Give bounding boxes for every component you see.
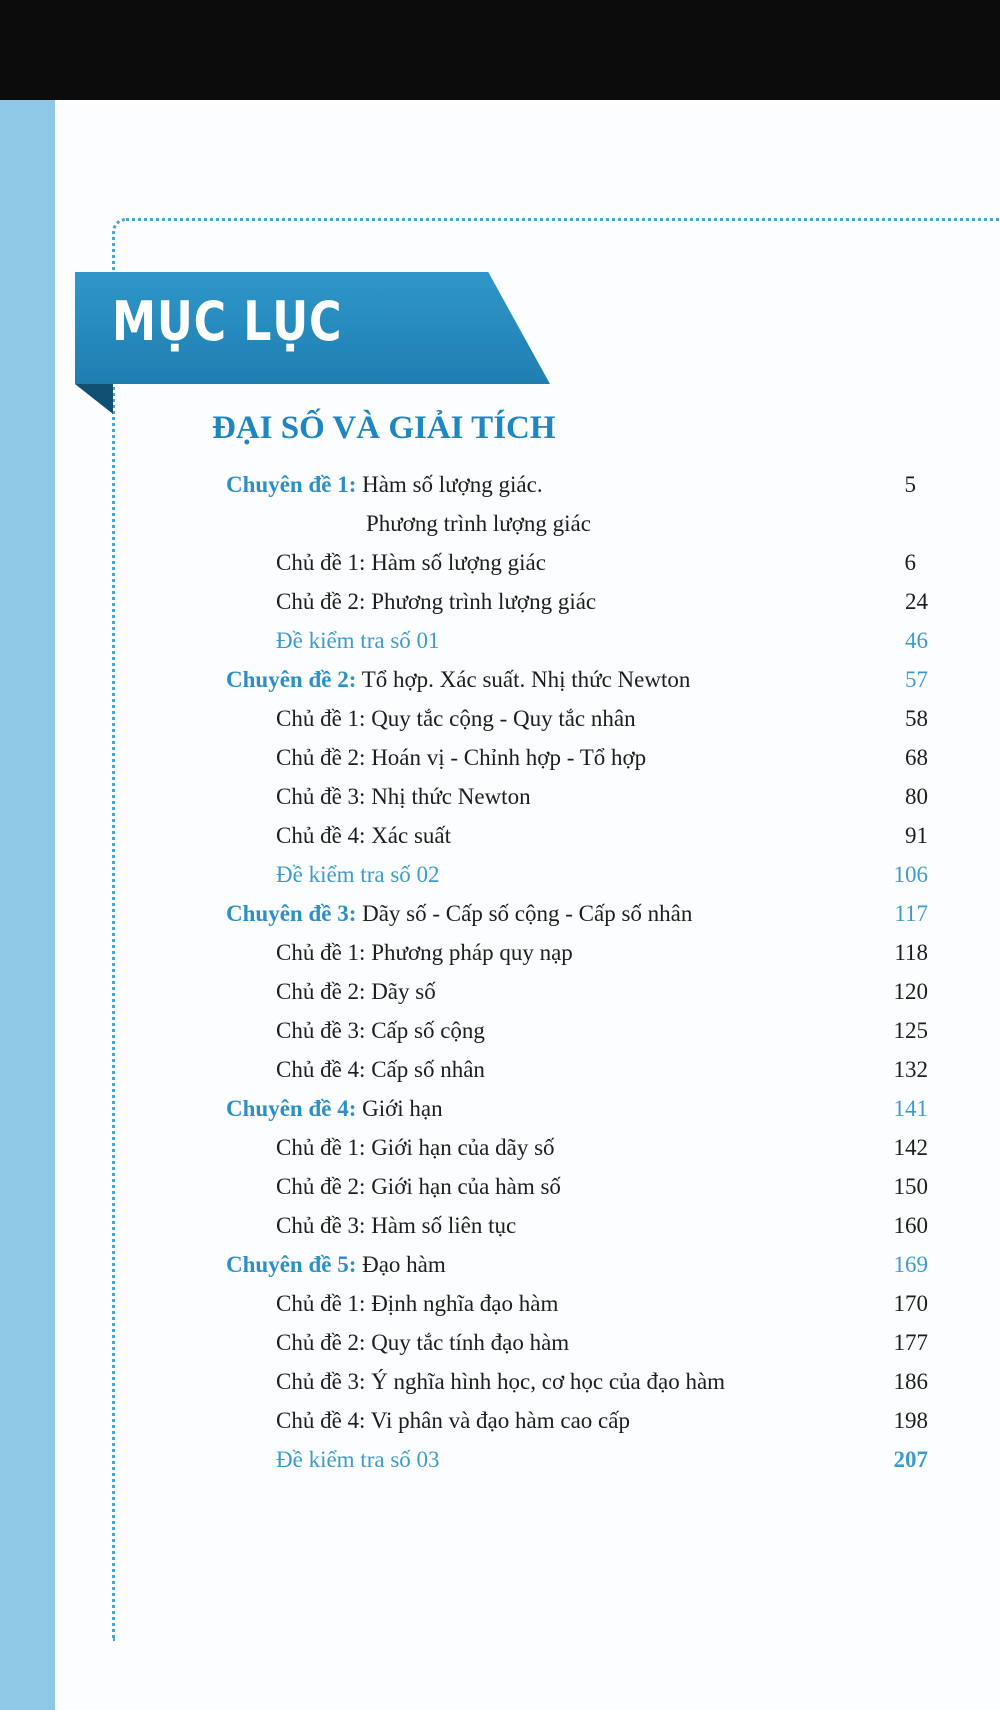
entry-page-number: 169 [893,1252,928,1277]
toc-entry[interactable] [0,778,1000,817]
entry-title: Đề kiểm tra số 01 [276,628,440,653]
entry-title: Giới hạn [362,1096,443,1121]
entry-label [226,901,692,927]
entry-page-number: 6 [904,550,916,575]
entry-page-number: 117 [894,901,928,926]
toc-entry[interactable] [0,817,1000,856]
entry-title: Chủ đề 2: Hoán vị - Chỉnh hợp - Tổ hợp [276,745,647,770]
entry-title: Tổ hợp. Xác suất. Nhị thức Newton [361,667,691,692]
entry-page-number: 57 [905,667,928,692]
page-title: MỤC LỤC [112,290,343,353]
top-dark-band [0,0,1000,100]
toc-entry[interactable] [0,1207,1000,1246]
toc-entry[interactable] [0,1285,1000,1324]
toc-entry-continuation [0,505,1000,544]
entry-label [226,472,543,498]
entry-page-number: 198 [893,1408,928,1433]
entry-title: Chủ đề 4: Cấp số nhân [276,1057,485,1082]
entry-page-number: 125 [893,1018,928,1043]
toc-entry[interactable] [0,1129,1000,1168]
entry-title: Chủ đề 3: Cấp số cộng [276,1018,485,1043]
chuyen-de-prefix: Chuyên đề 2: [226,667,357,692]
entry-page-number: 80 [905,784,928,809]
toc-entry-test[interactable] [0,622,1000,661]
entry-title: Đề kiểm tra số 02 [276,862,440,887]
entry-page-number: 58 [905,706,928,731]
entry-title: Đề kiểm tra số 03 [276,1447,440,1472]
entry-title: Chủ đề 4: Xác suất [276,823,452,848]
toc-entry-chuyen-de-3[interactable] [0,895,1000,934]
entry-title: Chủ đề 2: Dãy số [276,979,436,1004]
entry-page-number: 118 [894,940,928,965]
entry-title: Chủ đề 2: Phương trình lượng giác [276,589,597,614]
entry-title: Hàm số lượng giác. [362,472,543,497]
chuyen-de-prefix: Chuyên đề 4: [226,1096,357,1121]
section-title: ĐẠI SỐ VÀ GIẢI TÍCH [212,410,556,446]
chuyen-de-prefix: Chuyên đề 3: [226,901,357,926]
entry-title: Phương trình lượng giác [366,511,591,536]
entry-title: Chủ đề 1: Hàm số lượng giác [276,550,546,575]
toc-entry[interactable] [0,1168,1000,1207]
toc-entry[interactable] [0,973,1000,1012]
toc-entry[interactable] [0,700,1000,739]
chuyen-de-prefix: Chuyên đề 1: [226,472,357,497]
toc-entry[interactable] [0,1051,1000,1090]
entry-page-number: 24 [905,589,928,614]
entry-title: Chủ đề 1: Giới hạn của dãy số [276,1135,555,1160]
entry-title: Chủ đề 2: Giới hạn của hàm số [276,1174,561,1199]
entry-title: Chủ đề 1: Phương pháp quy nạp [276,940,573,965]
entry-title: Chủ đề 4: Vi phân và đạo hàm cao cấp [276,1408,630,1433]
toc-entry[interactable] [0,1324,1000,1363]
entry-page-number: 207 [893,1447,928,1472]
entry-page-number: 120 [893,979,928,1004]
entry-label [226,1252,446,1278]
entry-page-number: 141 [893,1096,928,1121]
entry-title: Chủ đề 3: Nhị thức Newton [276,784,531,809]
toc-entry-test[interactable] [0,856,1000,895]
toc-entry-chuyen-de-2[interactable] [0,661,1000,700]
entry-label [226,667,690,693]
entry-page-number: 106 [893,862,928,887]
toc-entry-chuyen-de-5[interactable] [0,1246,1000,1285]
toc-entry[interactable] [0,544,1000,583]
toc-entry-chuyen-de-4[interactable] [0,1090,1000,1129]
entry-page-number: 142 [893,1135,928,1160]
entry-page-number: 170 [893,1291,928,1316]
entry-page-number: 46 [905,628,928,653]
entry-title: Chủ đề 1: Định nghĩa đạo hàm [276,1291,559,1316]
entry-page-number: 150 [893,1174,928,1199]
entry-title: Chủ đề 3: Ý nghĩa hình học, cơ học của đạo hàm [276,1369,726,1394]
chuyen-de-prefix: Chuyên đề 5: [226,1252,357,1277]
entry-title: Chủ đề 3: Hàm số liên tục [276,1213,517,1238]
entry-page-number: 91 [905,823,928,848]
entry-page-number: 160 [893,1213,928,1238]
entry-title: Chủ đề 2: Quy tắc tính đạo hàm [276,1330,570,1355]
entry-page-number: 186 [893,1369,928,1394]
toc-entry[interactable] [0,739,1000,778]
toc-entry[interactable] [0,1402,1000,1441]
entry-page-number: 5 [904,472,916,497]
entry-page-number: 132 [893,1057,928,1082]
toc-entry-chuyen-de-1[interactable] [0,466,1000,505]
entry-page-number: 177 [893,1330,928,1355]
entry-label [226,1096,443,1122]
entry-title: Chủ đề 1: Quy tắc cộng - Quy tắc nhân [276,706,636,731]
toc-entry[interactable] [0,1363,1000,1402]
toc-entry-test[interactable] [0,1441,1000,1480]
toc-entry[interactable] [0,934,1000,973]
toc-entry[interactable] [0,1012,1000,1051]
toc-entry[interactable] [0,583,1000,622]
entry-title: Đạo hàm [362,1252,446,1277]
entry-page-number: 68 [905,745,928,770]
table-of-contents [0,466,1000,1480]
entry-title: Dãy số - Cấp số cộng - Cấp số nhân [362,901,693,926]
